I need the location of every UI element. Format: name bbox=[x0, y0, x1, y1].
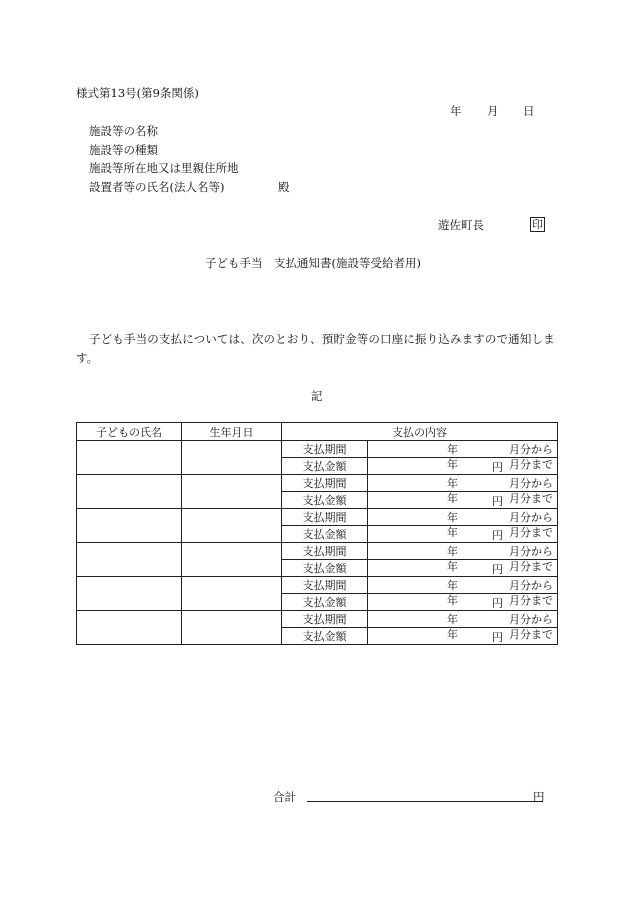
form-number: 様式第13号(第9条関係) bbox=[76, 86, 199, 100]
facility-address-label: 施設等所在地又は里親住所地 bbox=[89, 161, 239, 175]
amount-label: 支払金額 bbox=[282, 628, 368, 645]
period-from-year: 年 bbox=[447, 477, 458, 490]
child-name-cell bbox=[77, 543, 182, 577]
total-label: 合計 bbox=[273, 790, 296, 804]
amount-yen: 円 bbox=[492, 631, 503, 644]
founder-name-label: 設置者等の氏名(法人名等) bbox=[89, 180, 225, 194]
period-to-text: 月分まで bbox=[509, 526, 553, 539]
birth-date-cell bbox=[182, 611, 282, 645]
amount-yen: 円 bbox=[492, 461, 503, 474]
period-to-year: 年 bbox=[447, 594, 458, 607]
issuer-name: 遊佐町長 bbox=[438, 218, 484, 232]
birth-date-cell bbox=[182, 441, 282, 475]
table-row bbox=[77, 577, 558, 594]
period-from-year: 年 bbox=[447, 579, 458, 592]
amount-yen: 円 bbox=[492, 563, 503, 576]
period-from-year: 年 bbox=[447, 511, 458, 524]
period-label: 支払期間 bbox=[282, 509, 368, 526]
ki-heading: 記 bbox=[311, 389, 323, 403]
period-to-text: 月分まで bbox=[509, 594, 553, 607]
period-from-text: 月分から bbox=[509, 477, 553, 490]
date-day: 日 bbox=[523, 104, 535, 118]
period-from-text: 月分から bbox=[509, 545, 553, 558]
total-yen: 円 bbox=[533, 790, 545, 804]
amount-label: 支払金額 bbox=[282, 594, 368, 611]
table-row bbox=[77, 611, 558, 628]
period-to-year: 年 bbox=[447, 628, 458, 641]
table-row bbox=[77, 543, 558, 560]
body-text-line-1: 子ども手当の支払については、次のとおり、預貯金等の口座に振り込みますので通知しま bbox=[89, 332, 555, 346]
document-title: 子ども手当 支払通知書(施設等受給者用) bbox=[205, 256, 421, 270]
child-name-cell bbox=[77, 441, 182, 475]
period-cell bbox=[368, 441, 558, 471]
period-cell bbox=[368, 577, 558, 607]
period-cell bbox=[368, 543, 558, 573]
child-name-cell bbox=[77, 577, 182, 611]
child-name-cell bbox=[77, 611, 182, 645]
period-to-text: 月分まで bbox=[509, 628, 553, 641]
period-label: 支払期間 bbox=[282, 441, 368, 458]
seal-mark: 印 bbox=[532, 218, 543, 231]
header-child-name: 子どもの氏名 bbox=[77, 423, 182, 441]
header-birth-date: 生年月日 bbox=[182, 423, 282, 441]
amount-cell bbox=[368, 594, 558, 611]
child-name-cell bbox=[77, 475, 182, 509]
facility-name-label: 施設等の名称 bbox=[89, 124, 158, 138]
amount-yen: 円 bbox=[492, 529, 503, 542]
amount-label: 支払金額 bbox=[282, 458, 368, 475]
amount-cell bbox=[368, 492, 558, 509]
amount-cell bbox=[368, 458, 558, 475]
table-row bbox=[77, 475, 558, 492]
period-from-text: 月分から bbox=[509, 579, 553, 592]
amount-yen: 円 bbox=[492, 597, 503, 610]
table-row bbox=[77, 509, 558, 526]
amount-cell bbox=[368, 628, 558, 645]
period-to-year: 年 bbox=[447, 560, 458, 573]
period-to-year: 年 bbox=[447, 458, 458, 471]
period-from-year: 年 bbox=[447, 545, 458, 558]
period-cell bbox=[368, 475, 558, 505]
period-from-text: 月分から bbox=[509, 613, 553, 626]
period-label: 支払期間 bbox=[282, 543, 368, 560]
period-label: 支払期間 bbox=[282, 475, 368, 492]
payment-table bbox=[76, 422, 558, 645]
amount-label: 支払金額 bbox=[282, 560, 368, 577]
birth-date-cell bbox=[182, 543, 282, 577]
amount-cell bbox=[368, 526, 558, 543]
amount-yen: 円 bbox=[492, 495, 503, 508]
period-to-text: 月分まで bbox=[509, 458, 553, 471]
date-month: 月 bbox=[487, 104, 499, 118]
period-from-text: 月分から bbox=[509, 443, 553, 456]
period-to-year: 年 bbox=[447, 526, 458, 539]
total-underline bbox=[307, 800, 543, 802]
honorific: 殿 bbox=[278, 180, 290, 194]
period-from-text: 月分から bbox=[509, 511, 553, 524]
facility-type-label: 施設等の種類 bbox=[89, 143, 158, 157]
period-to-year: 年 bbox=[447, 492, 458, 505]
period-to-text: 月分まで bbox=[509, 560, 553, 573]
amount-cell bbox=[368, 560, 558, 577]
header-row bbox=[77, 423, 558, 441]
body-text-line-2: す。 bbox=[76, 351, 99, 365]
table-row bbox=[77, 441, 558, 458]
period-label: 支払期間 bbox=[282, 611, 368, 628]
birth-date-cell bbox=[182, 475, 282, 509]
amount-label: 支払金額 bbox=[282, 526, 368, 543]
period-cell bbox=[368, 611, 558, 641]
birth-date-cell bbox=[182, 509, 282, 543]
child-name-cell bbox=[77, 509, 182, 543]
period-cell bbox=[368, 509, 558, 539]
period-from-year: 年 bbox=[447, 443, 458, 456]
amount-label: 支払金額 bbox=[282, 492, 368, 509]
birth-date-cell bbox=[182, 577, 282, 611]
period-from-year: 年 bbox=[447, 613, 458, 626]
header-payment-content: 支払の内容 bbox=[282, 423, 558, 441]
period-label: 支払期間 bbox=[282, 577, 368, 594]
period-to-text: 月分まで bbox=[509, 492, 553, 505]
date-year: 年 bbox=[450, 104, 462, 118]
